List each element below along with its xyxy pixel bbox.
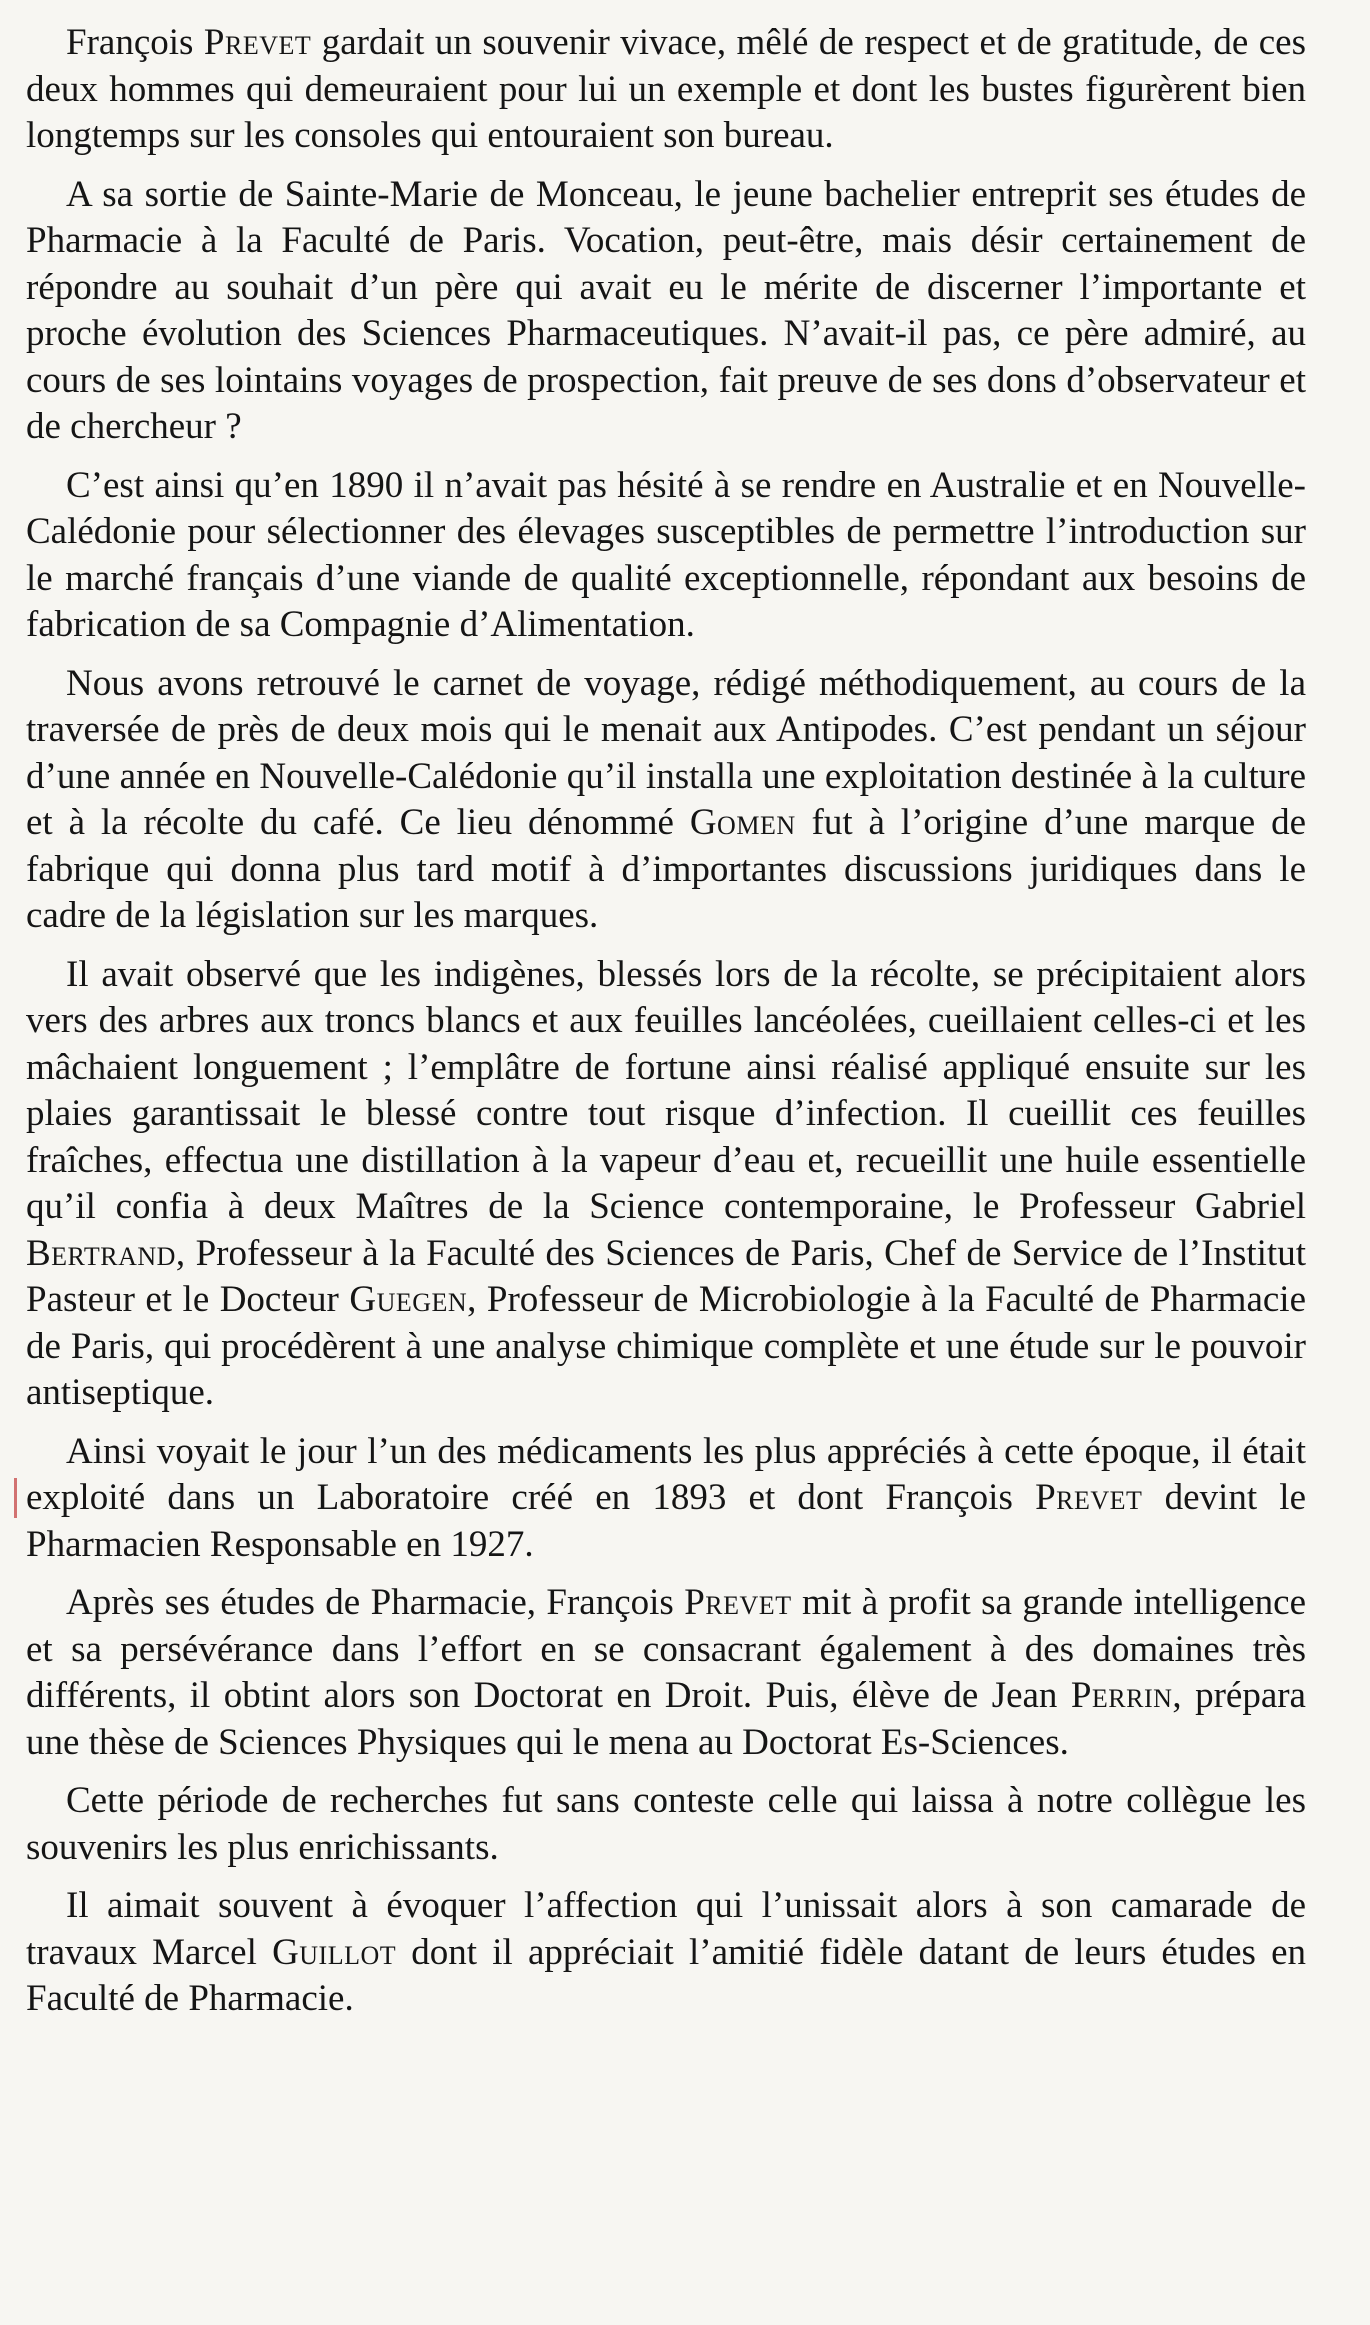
text-column xyxy=(26,20,1306,2035)
paragraph xyxy=(26,1429,1306,1569)
paragraph xyxy=(26,1883,1306,2023)
text-segment: , Professeur à la Faculté des Sciences de Paris, Chef de Service de l’Institut Pasteur et le Docteur xyxy=(26,1232,1306,1320)
paragraph xyxy=(26,1778,1306,1871)
paragraph xyxy=(26,661,1306,940)
text-segment: Après ses études de Pharmacie, François xyxy=(66,1582,685,1623)
person-name: Perrin xyxy=(1070,1675,1173,1716)
text-segment: devint le Pharmacien Responsable en 1927. xyxy=(26,1477,1307,1565)
text-segment: François xyxy=(66,22,204,63)
margin-mark xyxy=(14,1478,17,1518)
text-segment: Ainsi voyait le jour l’un des médicaments les plus appréciés à cette époque, il était exploité dans un Laboratoire créé en 1893 et dont François xyxy=(26,1430,1306,1518)
text-segment: Nous avons retrouvé le carnet de voyage, rédigé méthodiquement, au cours de la traversée de près de deux mois qui le menait aux Antipodes. C’est pendant un séjour d’une année en Nouvelle-Calédonie qu’il installa une exploitation destinée à la culture et à la récolte du café. Ce lieu dénommé xyxy=(26,662,1306,843)
person-name: Prevet xyxy=(203,22,312,63)
text-segment: C’est ainsi qu’en 1890 il n’avait pas hésité à se rendre en Australie et en Nouvelle-Calédonie pour sélectionner des élevages susceptibles de permettre l’introduction sur le marché français d’une viande de qualité exceptionnelle, répondant aux besoins de fabrication de sa Compagnie d’Alimentation. xyxy=(26,464,1306,645)
person-name: Gomen xyxy=(689,802,796,843)
text-segment: Il aimait souvent à évoquer l’affection qui l’unissait alors à son camarade de travaux Marcel xyxy=(26,1885,1306,1973)
text-segment: gardait un souvenir vivace, mêlé de respect et de gratitude, de ces deux hommes qui demeuraient pour lui un exemple et dont les bustes figurèrent bien longtemps sur les consoles qui entouraient son bureau. xyxy=(26,22,1306,156)
paragraph xyxy=(26,952,1306,1417)
person-name: Bertrand xyxy=(26,1232,176,1274)
text-segment: dont il appréciait l’amitié fidèle datant de leurs études en Faculté de Pharmacie. xyxy=(26,1931,1306,2019)
text-segment: mit à profit sa grande intelligence et sa persévérance dans l’effort en se consacrant également à des domaines très différents, il obtint alors son Doctorat en Droit. Puis, élève de Jean xyxy=(26,1582,1306,1716)
person-name: Guegen xyxy=(349,1279,468,1320)
paragraph xyxy=(26,20,1306,160)
paragraph xyxy=(26,1580,1306,1766)
person-name: Guillot xyxy=(272,1931,397,1973)
person-name: Prevet xyxy=(684,1582,792,1623)
text-segment: Cette période de recherches fut sans conteste celle qui laissa à notre collègue les souvenirs les plus enrichissants. xyxy=(26,1780,1306,1868)
text-segment: Il avait observé que les indigènes, blessés lors de la récolte, se précipitaient alors vers des arbres aux troncs blancs et aux feuilles lancéolées, cueillaient celles-ci et les mâchaient longuement ; l’emplâtre de fortune ainsi réalisé appliqué ensuite sur les plaies garantissait le blessé contre tout risque d’infection. Il cueillit ces feuilles fraîches, effectua une distillation à la vapeur d’eau et, recueillit une huile essentielle qu’il confia à deux Maîtres de la Science contemporaine, le Professeur Gabriel xyxy=(26,953,1306,1227)
text-segment: fut à l’origine d’une marque de fabrique qui donna plus tard motif à d’importantes discussions juridiques dans le cadre de la législation sur les marques. xyxy=(26,802,1306,936)
paragraph xyxy=(26,172,1306,451)
text-segment: , Professeur de Microbiologie à la Faculté de Pharmacie de Paris, qui procédèrent à une analyse chimique complète et une étude sur le pouvoir antiseptique. xyxy=(26,1279,1306,1413)
text-segment: , prépara une thèse de Sciences Physiques qui le mena au Doctorat Es-Sciences. xyxy=(26,1675,1306,1763)
text-segment: A sa sortie de Sainte-Marie de Monceau, le jeune bachelier entreprit ses études de Pharmacie à la Faculté de Paris. Vocation, peut-être, mais désir certainement de répondre au souhait d’un père qui avait eu le mérite de discerner l’importante et proche évolution des Sciences Pharmaceutiques. N’avait-il pas, ce père admiré, au cours de ses lointains voyages de prospection, fait preuve de ses dons d’observateur et de chercheur ? xyxy=(26,173,1306,447)
person-name: Prevet xyxy=(1035,1477,1143,1518)
paragraph xyxy=(26,463,1306,649)
